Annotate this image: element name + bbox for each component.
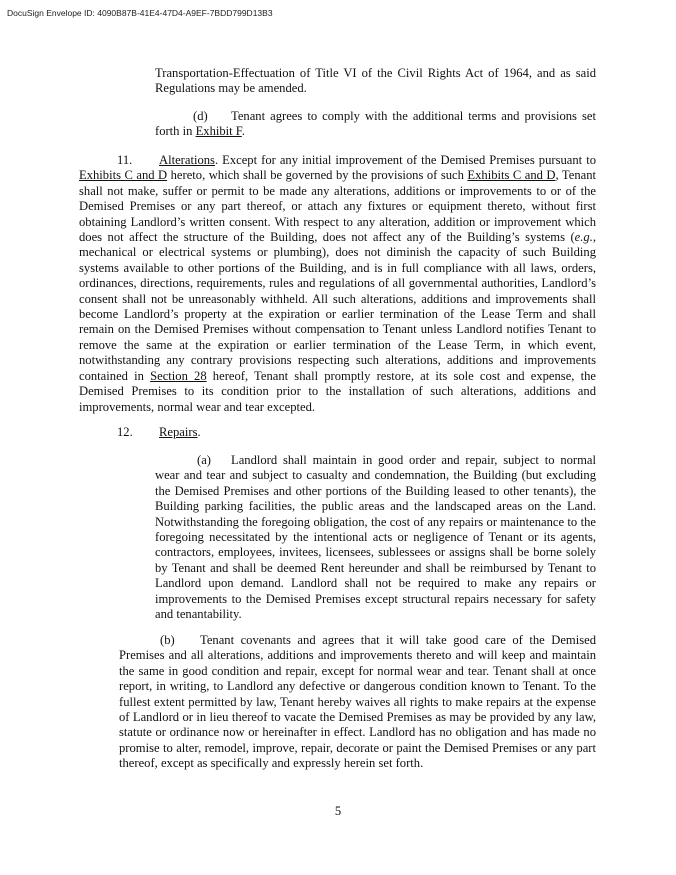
paragraph-d-text: Tenant agrees to comply with the additional terms and provisions set forth in <box>155 109 596 139</box>
section-11-heading: Alterations <box>159 153 215 167</box>
section-11-text-2: hereto, which shall be governed by the provisions of such <box>167 168 468 183</box>
eg-italic: e.g. <box>574 230 593 245</box>
docusign-envelope-id: DocuSign Envelope ID: 4090B87B-41E4-47D4-A9EF-7BDD799D13B3 <box>7 8 273 18</box>
exhibits-c-d-ref-2: Exhibits C and D <box>467 168 556 183</box>
section-28-ref: Section 28 <box>150 368 207 383</box>
section-12-heading-period: . <box>197 425 201 439</box>
section-12-heading-line <box>79 425 596 440</box>
paragraph-d <box>155 109 596 140</box>
exhibit-f-link: Exhibit F <box>195 124 242 139</box>
section-12-number: 12. <box>117 425 133 439</box>
section-11-text-4: , mechanical or electrical systems or plumbing), does not diminish the capacity of such Building systems available to other portions of the Building, and is in full compliance with all laws, orders, ordinances, directions, requirements, rules and regulations of all governmental authorities, Landlord’s consent shall not be unreasonably withheld. All such alterations, additions and improvements shall become Landlord’s property at the expiration or earlier termination of the Lease Term and shall remain on the Demised Premises without compensation to Tenant unless Landlord notifies Tenant to remove the same at the expiration or earlier termination of the Lease Term, in which event, notwithstanding any contrary provisions respecting such alterations, additions and improvements contained in <box>79 230 596 383</box>
exhibits-c-d-ref-1: Exhibits C and D <box>79 168 168 183</box>
continuation-text: Transportation-Effectuation of Title VI of the Civil Rights Act of 1964, and as said Regulations may be amended. <box>155 66 596 96</box>
section-11-text-3: , Tenant shall not make, suffer or permit to be made any alterations, additions or improvements to or of the Demised Premises or any part thereof, or attach any fixtures or equipment thereto, without first obtaining Landlord’s written consent. With respect to any alteration, addition or improvement which does not affect the structure of the Building, does not affect any of the Building’s systems ( <box>79 168 597 245</box>
section-12-paragraph-b <box>119 633 596 772</box>
paragraph-d-label: (d) <box>193 109 208 123</box>
section-12-heading: Repairs <box>159 425 198 439</box>
section-11-text-5: hereof, Tenant shall promptly restore, at its sole cost and expense, the Demised Premises to its condition prior to the installation of such alterations, additions and improvements, normal wear and tear excepted. <box>79 368 596 414</box>
section-12-a-label: (a) <box>197 453 211 467</box>
section-12-b-label: (b) <box>160 633 175 647</box>
section-11-alterations <box>79 153 596 415</box>
paragraph-d-end: . <box>241 124 245 139</box>
paragraph-continuation <box>155 66 596 97</box>
page-number: 5 <box>334 804 342 818</box>
section-12-paragraph-a <box>155 453 596 622</box>
section-12-a-text: Landlord shall maintain in good order and repair, subject to normal wear and tear and subject to casualty and condemnation, the Building (but excluding the Demised Premises and other portions of the Building leased to other tenants), the Building parking facilities, the public areas and the landscaped areas on the Land. Notwithstanding the foregoing obligation, the cost of any repairs or maintenance to the foregoing necessitated by the intentional acts or negligence of Tenant or its agents, contractors, employees, invitees, licensees, sublessees or assigns shall be borne solely by Tenant and shall be deemed Rent hereunder and shall be reimbursed by Tenant to Landlord upon demand. Landlord shall not be required to make any repairs or improvements to the Demised Premises except structural repairs necessary for safety and tenantability. <box>155 453 596 622</box>
section-11-number: 11. <box>117 153 133 167</box>
section-11-text-1: . Except for any initial improvement of the Demised Premises pursuant to <box>214 153 596 167</box>
section-12-b-text: Tenant covenants and agrees that it will take good care of the Demised Premises and all alterations, additions and improvements thereto and will keep and maintain the same in good condition and repair, except for normal wear and tear. Tenant shall at once report, in writing, to Landlord any defective or dangerous condition known to Tenant. To the fullest extent permitted by law, Tenant hereby waives all rights to make repairs at the expense of Landlord or in lieu thereof to vacate the Demised Premises as may be provided by any law, statute or ordinance now or hereinafter in effect. Landlord has no obligation and has made no promise to alter, remodel, improve, repair, decorate or paint the Demised Premises or any part thereof, except as specifically and expressly herein set forth. <box>119 633 596 771</box>
